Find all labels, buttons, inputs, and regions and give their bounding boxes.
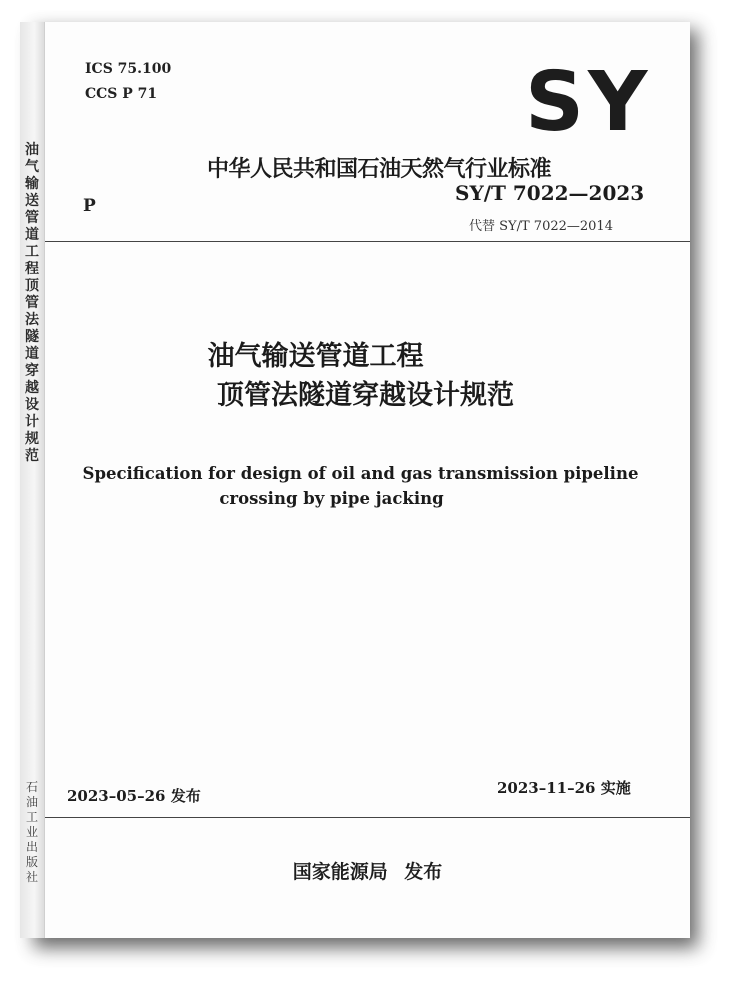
spine-title: 油气输送管道工程顶管法隧道穿越设计规范 — [25, 142, 39, 464]
replaces-standard: 代替 SY/T 7022—2014 — [469, 219, 613, 234]
title-en-line1: Specification for design of oil and gas transmission pipeline — [82, 464, 639, 483]
ics-code: ICS 75.100 — [85, 61, 172, 77]
issuing-authority: 国家能源局 发布 — [292, 861, 443, 883]
title-en-line2: crossing by pipe jacking — [219, 489, 444, 508]
header-divider — [45, 241, 690, 242]
issue-date: 2023–05–26 发布 — [67, 787, 201, 805]
industry-standard-label: 中华人民共和国石油天然气行业标准 — [207, 157, 552, 182]
implementation-date: 2023–11–26 实施 — [497, 779, 631, 797]
spine-publisher: 石油工业出版社 — [25, 780, 38, 884]
footer-divider — [45, 817, 690, 818]
ccs-code: CCS P 71 — [85, 86, 158, 102]
cover-page — [44, 22, 690, 938]
title-cn-line1: 油气输送管道工程 — [207, 341, 424, 372]
sy-logo: SY — [525, 55, 652, 150]
classification-letter: P — [83, 196, 96, 216]
standard-code: SY/T 7022—2023 — [455, 181, 645, 205]
title-cn-line2: 顶管法隧道穿越设计规范 — [217, 380, 514, 411]
